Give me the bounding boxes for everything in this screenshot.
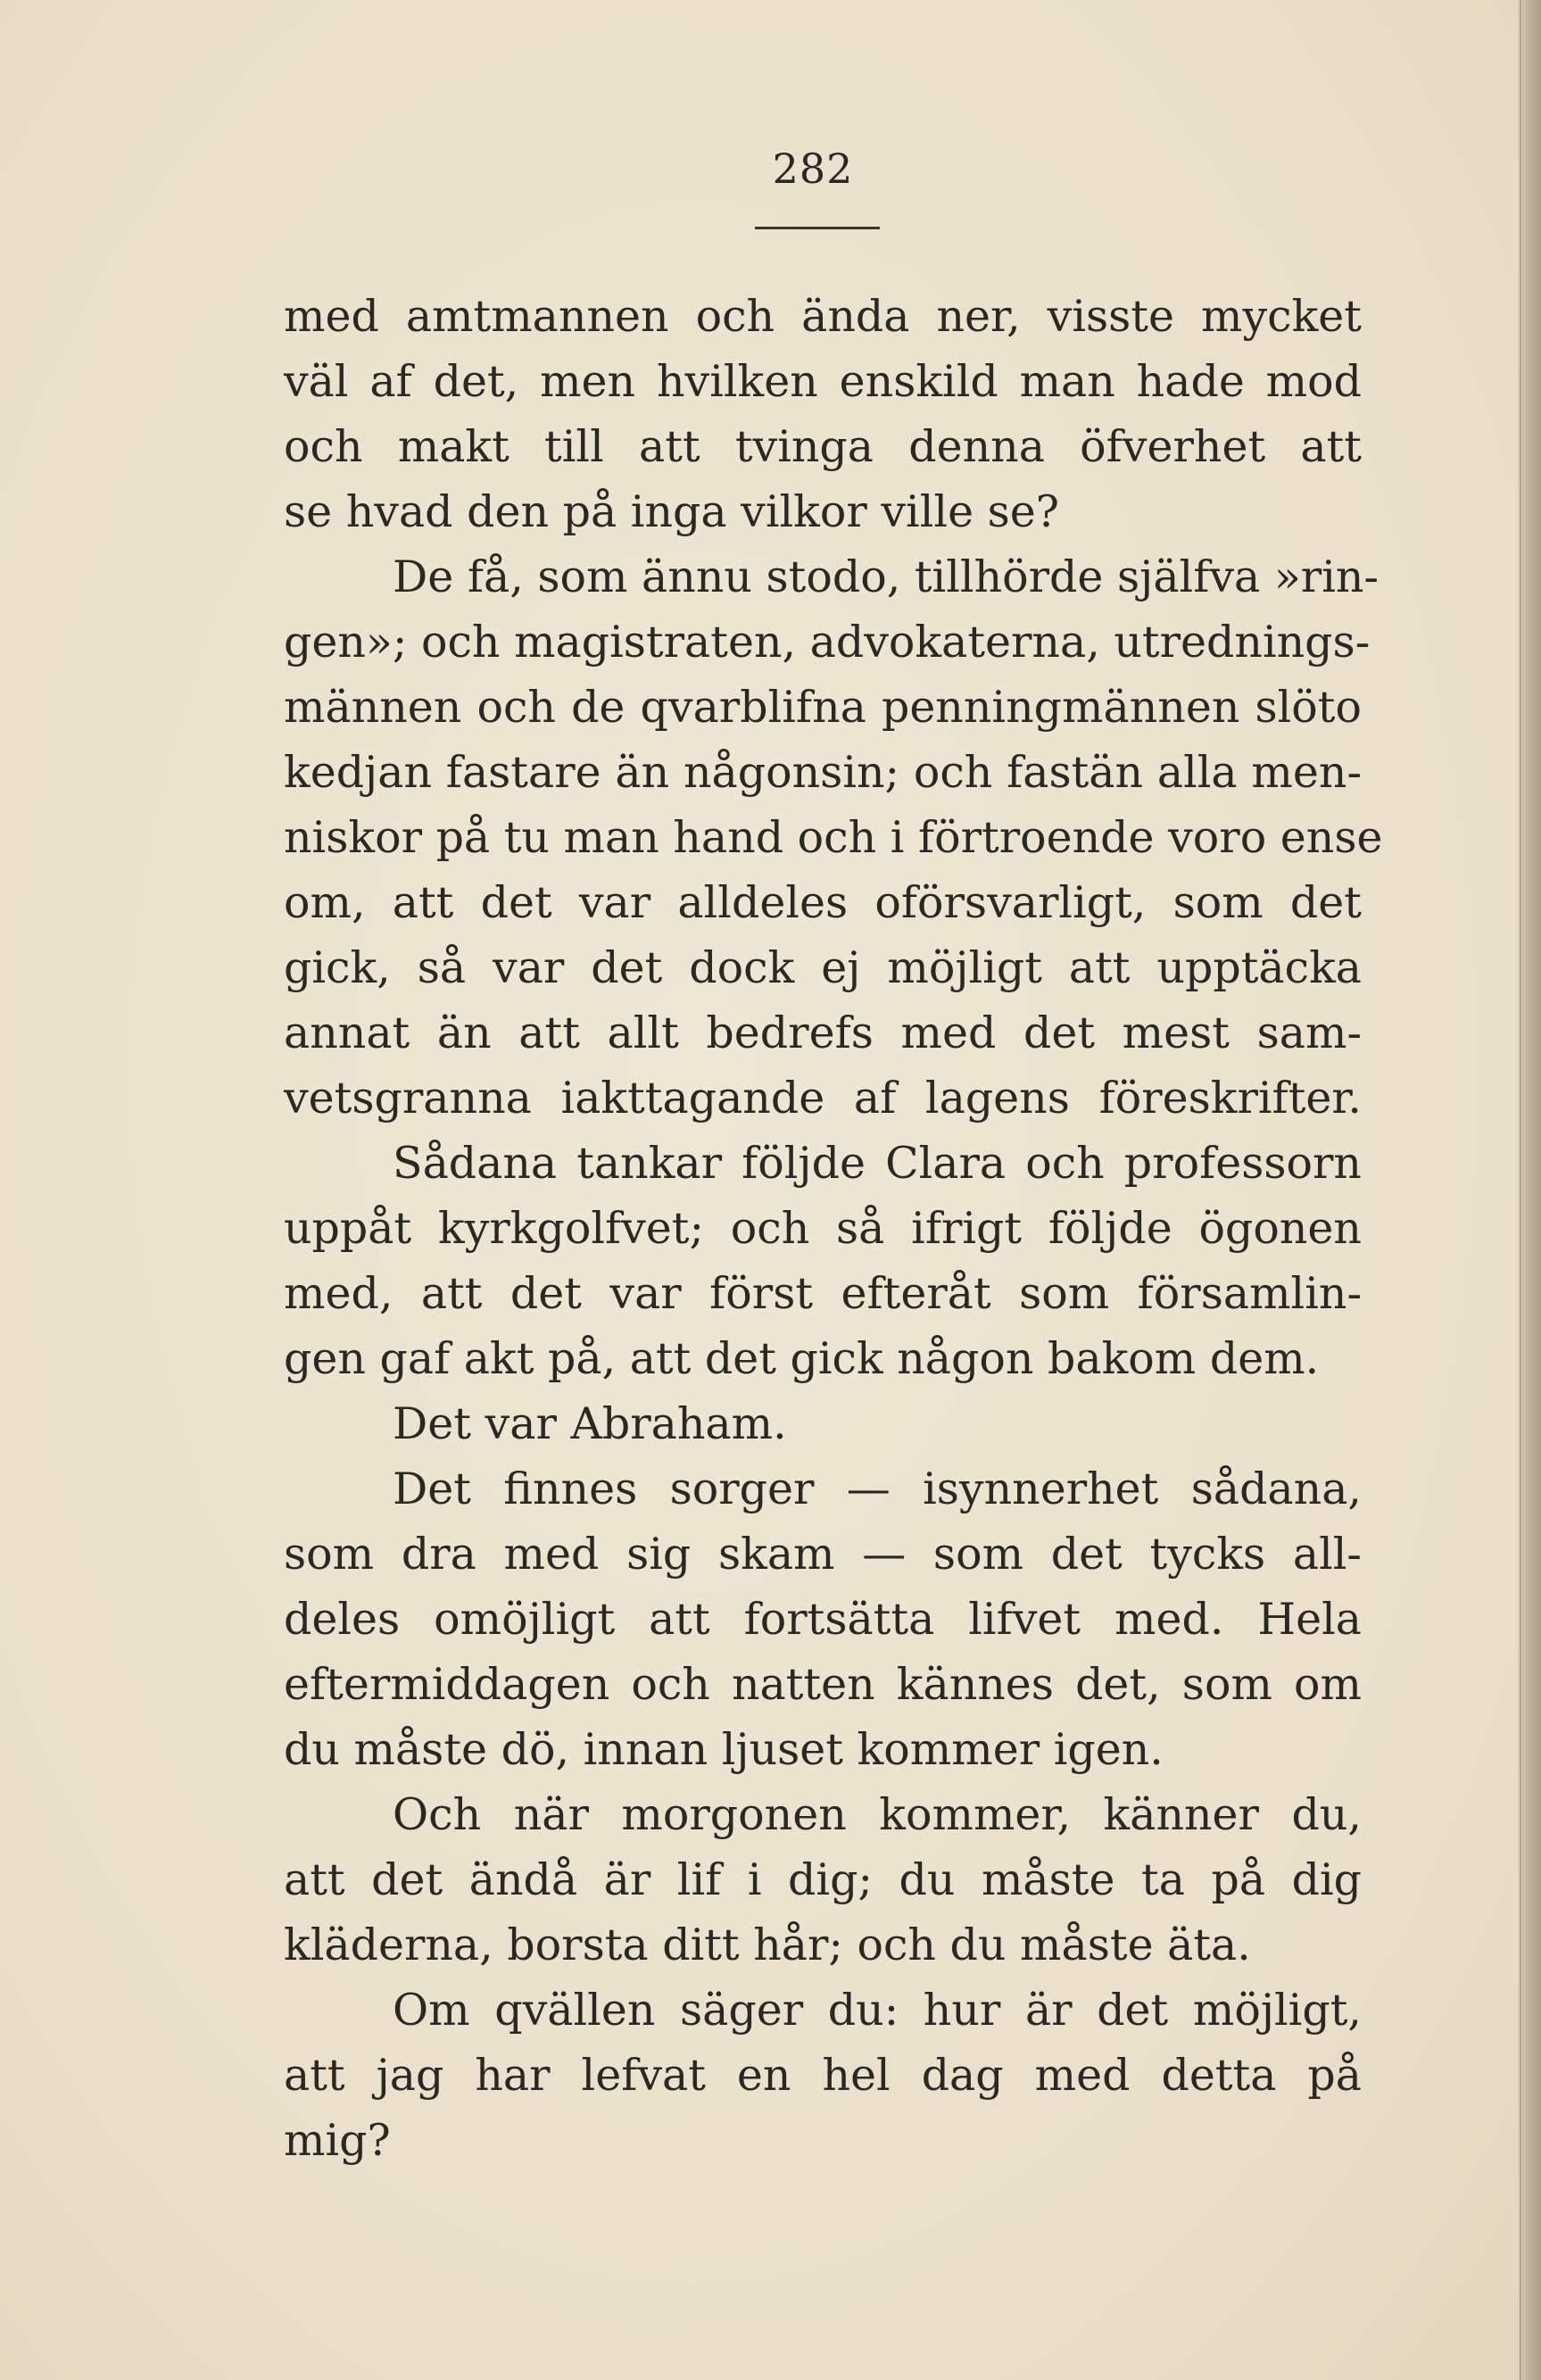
text-line: deles omöjligt att fortsätta lifvet med. Hela: [284, 1594, 1362, 1645]
text-line: männen och de qvarblifna penningmännen slöto: [284, 682, 1362, 733]
text-line: och makt till att tvinga denna öfverhet att: [284, 421, 1362, 472]
text-line: annat än att allt bedrefs med det mest sam-: [284, 1008, 1362, 1058]
text-line: Sådana tankar följde Clara och professorn: [393, 1138, 1362, 1189]
text-line: som dra med sig skam — som det tycks all-: [284, 1529, 1362, 1580]
text-line: med amtmannen och ända ner, visste mycket: [284, 291, 1362, 342]
text-line: mig?: [284, 2115, 391, 2166]
text-line: eftermiddagen och natten kännes det, som om: [284, 1659, 1362, 1710]
text-line: gen gaf akt på, att det gick någon bakom dem.: [284, 1333, 1320, 1384]
text-line: kedjan fastare än någonsin; och fastän alla men-: [284, 747, 1362, 798]
text-line: om, att det var alldeles oförsvarligt, som det: [284, 877, 1362, 928]
text-line: väl af det, men hvilken enskild man hade mod: [284, 356, 1362, 407]
text-line: Det var Abraham.: [393, 1398, 787, 1449]
text-line: gick, så var det dock ej möjligt att upptäcka: [284, 942, 1362, 993]
text-line: niskor på tu man hand och i förtroende voro ense: [284, 812, 1383, 863]
text-line: Och när morgonen kommer, känner du,: [393, 1789, 1362, 1840]
text-line: du måste dö, innan ljuset kommer igen.: [284, 1724, 1164, 1775]
page-edge-line: [1520, 0, 1521, 2380]
text-line: gen»; och magistraten, advokaterna, utrednings-: [284, 617, 1371, 668]
text-line: kläderna, borsta ditt hår; och du måste äta.: [284, 1920, 1251, 1970]
header-rule: [755, 227, 880, 229]
text-line: med, att det var först efteråt som församlin-: [284, 1268, 1362, 1319]
text-line: se hvad den på inga vilkor ville se?: [284, 486, 1060, 537]
text-line: vetsgranna iakttagande af lagens föreskrifter.: [284, 1073, 1362, 1124]
text-line: att det ändå är lif i dig; du måste ta på dig: [284, 1854, 1362, 1905]
text-line: De få, som ännu stodo, tillhörde själfva »rin-: [393, 551, 1379, 602]
text-line: att jag har lefvat en hel dag med detta på: [284, 2050, 1362, 2101]
page-number: 282: [772, 145, 854, 193]
text-line: uppåt kyrkgolfvet; och så ifrigt följde ögonen: [284, 1203, 1362, 1254]
body-text: [284, 284, 1383, 2173]
text-line: Om qvällen säger du: hur är det möjligt,: [393, 1985, 1362, 2036]
text-line: Det finnes sorger — isynnerhet sådana,: [393, 1464, 1362, 1514]
